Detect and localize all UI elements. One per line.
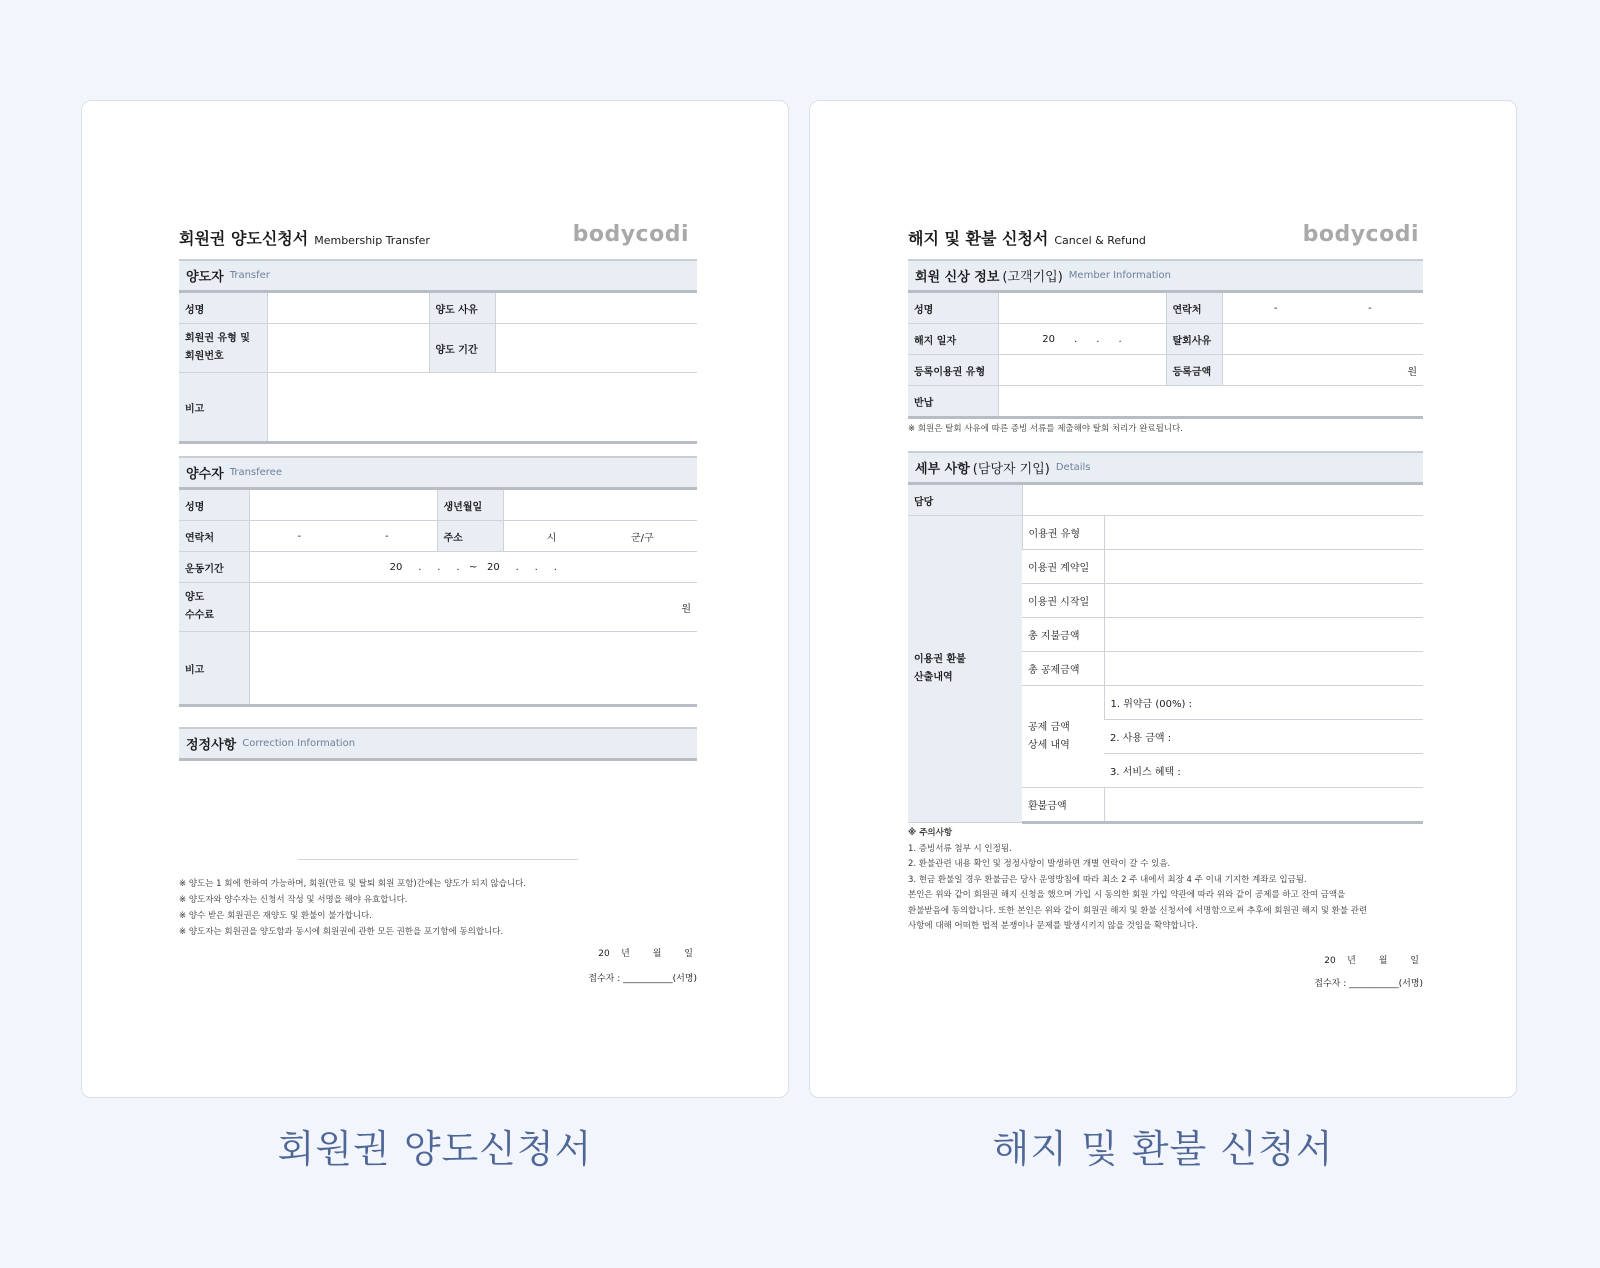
note-line: 1. 증빙서류 첨부 시 인정됨.: [908, 843, 1012, 854]
section-correction: [179, 727, 697, 761]
refund-amount-field[interactable]: [1104, 788, 1423, 823]
label-deduction-detail: [1022, 686, 1104, 788]
form-header: [179, 215, 697, 249]
note-line: 2. 환불관련 내용 확인 및 정정사항이 발생하면 개별 연락이 갈 수 있음.: [908, 859, 1171, 869]
dash: -: [297, 530, 302, 542]
section-title-en: Details: [1055, 462, 1091, 473]
label-birth: 생년월일: [437, 490, 503, 521]
receiver-signature: 접수자 : ___________(서명): [588, 974, 697, 984]
label-return: 반납: [908, 386, 998, 418]
section-transferee: [179, 456, 697, 490]
note-line: ※ 양도자와 양수자는 신청서 작성 및 서명을 해야 유효합니다.: [179, 895, 408, 905]
label-contact: 연락처: [1166, 293, 1222, 324]
note-line: ※ 양도는 1 회에 한하여 가능하며, 회원(만료 및 탈퇴 회원 포함)간에는 양도가 되지 않습니다.: [179, 879, 527, 889]
form-title-kr: 해지 및 환불 신청서: [908, 229, 1049, 248]
label-line-1: 양도: [185, 592, 205, 603]
label-manager: 담당: [908, 485, 1022, 516]
form-title: [908, 226, 1146, 249]
contract-date-field[interactable]: [1104, 550, 1423, 584]
label-pass-type: 이용권 유형: [1022, 516, 1104, 550]
section-title: 양도자: [186, 270, 224, 285]
note-line: 3. 현금 환불일 경우 환불금은 당사 운영방침에 따라 최소 2 주 내에서 최장 4 주 이내 기지한 계좌로 입금됨.: [908, 874, 1307, 885]
section-title: 양수자: [186, 467, 224, 482]
birth-field[interactable]: [503, 490, 697, 521]
dash: -: [384, 530, 389, 542]
note-line: 사항에 대해 어떠한 법적 분쟁이나 문제를 발생시키지 않을 것임을 확약합니다.: [908, 921, 1198, 931]
label-period: 양도 기간: [429, 324, 495, 373]
label-contact: 연락처: [179, 521, 249, 552]
total-paid-field[interactable]: [1104, 618, 1423, 652]
total-deduction-field[interactable]: [1104, 652, 1423, 686]
manager-field[interactable]: [1022, 485, 1423, 516]
currency-unit: 원: [681, 603, 691, 615]
label-line-2: 수수료: [185, 610, 214, 621]
label-line-1: 회원권 유형 및: [185, 333, 250, 344]
name-field[interactable]: [249, 490, 437, 521]
note-line: 본인은 위와 같이 회원권 해지 신청을 했으며 가입 시 동의한 회원 가입 약관에 따라 위와 같이 공제를 하고 잔여 금액을: [908, 890, 1346, 900]
label-total-deduction: 총 공제금액: [1022, 652, 1104, 686]
membership-type-field[interactable]: [267, 324, 429, 373]
exercise-period-field[interactable]: 20 . . . ~ 20 . . .: [249, 552, 697, 583]
divider: [298, 859, 578, 860]
return-field[interactable]: [998, 386, 1423, 418]
receiver-signature: 접수자 : ___________(서명): [1314, 978, 1423, 989]
label-total-paid: 총 지불금액: [1022, 618, 1104, 652]
section-member-info: [908, 259, 1423, 293]
label-contract-date: 이용권 계약일: [1022, 550, 1104, 584]
withdraw-reason-field[interactable]: [1222, 324, 1423, 355]
label-refund-amount: 환불금액: [1022, 788, 1104, 823]
dash: -: [1273, 302, 1278, 314]
start-date-field[interactable]: [1104, 584, 1423, 618]
note-line: ※ 양수 받은 회원권은 재양도 및 환불이 불가합니다.: [179, 911, 372, 921]
refund-notes: [908, 826, 1423, 935]
label-name: 성명: [179, 293, 267, 324]
label-line-2: 산출내역: [914, 672, 953, 683]
contact-field[interactable]: [1222, 293, 1423, 324]
reason-field[interactable]: [495, 293, 697, 324]
section-title-en: Member Information: [1068, 270, 1171, 281]
section-transferor: [179, 259, 697, 293]
member-info-table: [908, 293, 1423, 419]
section-title-en: Correction Information: [242, 738, 356, 749]
section-note: (담당자 기입): [972, 462, 1050, 477]
notes-title: ※ 주의사항: [908, 828, 953, 838]
label-transfer-fee: [179, 583, 249, 632]
section-title: 정정사항: [186, 738, 237, 753]
form-title: [179, 226, 430, 249]
pass-type-field[interactable]: [1104, 516, 1423, 550]
caption-refund-form: 해지 및 환불 신청서: [992, 1127, 1334, 1171]
label-reason: 양도 사유: [429, 293, 495, 324]
label-refund-calculation: [908, 516, 1022, 823]
section-title-en: Transferee: [229, 467, 282, 478]
bodycodi-logo: bodycodi: [572, 222, 689, 247]
cancel-date-field[interactable]: 20 . . .: [998, 324, 1166, 355]
section-details: [908, 451, 1423, 485]
correction-area[interactable]: [179, 761, 697, 859]
penalty-field[interactable]: 1. 위약금 (00%) :: [1104, 686, 1423, 720]
transfer-form-card: [81, 100, 789, 1098]
label-registration-amount: 등록금액: [1166, 355, 1222, 386]
transferee-table: [179, 490, 697, 707]
currency-unit: 원: [1407, 366, 1417, 378]
name-field[interactable]: [998, 293, 1166, 324]
transfer-fee-field[interactable]: [249, 583, 697, 632]
label-line-2: 상세 내역: [1028, 739, 1070, 751]
form-title-en: Membership Transfer: [314, 234, 430, 247]
service-benefit-field[interactable]: 3. 서비스 혜택 :: [1104, 754, 1423, 788]
label-line-1: 이용권 환불: [914, 654, 966, 665]
address-field[interactable]: [503, 521, 697, 552]
label-exercise-period: 운동기간: [179, 552, 249, 583]
transferor-table: [179, 293, 697, 444]
details-table: [908, 485, 1423, 824]
usage-amount-field[interactable]: 2. 사용 금액 :: [1104, 720, 1423, 754]
section-note: (고객기입): [1002, 270, 1063, 285]
date-line: 20 년 월 일: [598, 949, 693, 959]
form-title-kr: 회원권 양도신청서: [179, 229, 309, 248]
contact-field[interactable]: [249, 521, 437, 552]
label-name: 성명: [179, 490, 249, 521]
label-address: 주소: [437, 521, 503, 552]
label-start-date: 이용권 시작일: [1022, 584, 1104, 618]
transfer-notes: [179, 876, 697, 940]
section-title: 회원 신상 정보: [915, 270, 1000, 285]
period-field[interactable]: [495, 324, 697, 373]
refund-form: [908, 215, 1423, 989]
remarks-field[interactable]: [267, 373, 697, 443]
form-title-en: Cancel & Refund: [1054, 234, 1146, 247]
address-si: 시: [546, 532, 557, 544]
note-line: 환불받음에 동의합니다. 또한 본인은 위와 같이 회원권 해지 및 환불 신청서에 서명함으로써 추후에 회원권 해지 및 환불 관련: [908, 905, 1368, 916]
label-withdraw-reason: 탈회사유: [1166, 324, 1222, 355]
transfer-form: [179, 215, 697, 984]
name-field[interactable]: [267, 293, 429, 324]
note-line: ※ 양도자는 회원권을 양도함과 동시에 회원권에 관한 모든 권한을 포기함에 동의합니다.: [179, 927, 504, 937]
label-membership-type: [179, 324, 267, 373]
section-title-en: Transfer: [229, 270, 270, 281]
label-cancel-date: 해지 일자: [908, 324, 998, 355]
section-title: 세부 사항: [915, 462, 970, 477]
label-line-1: 공제 금액: [1028, 721, 1070, 733]
pass-type-field[interactable]: [998, 355, 1166, 386]
remarks-field[interactable]: [249, 632, 697, 706]
address-gu: 군/구: [631, 532, 654, 544]
label-remarks: 비고: [179, 373, 267, 443]
label-name: 성명: [908, 293, 998, 324]
form-header: [908, 215, 1423, 249]
registration-amount-field[interactable]: [1222, 355, 1423, 386]
member-note: ※ 회원은 탈회 사유에 따른 증빙 서류를 제출해야 탈회 처리가 완료됩니다.: [908, 424, 1183, 434]
label-remarks: 비고: [179, 632, 249, 706]
refund-form-card: [809, 100, 1517, 1098]
bodycodi-logo: bodycodi: [1302, 222, 1419, 247]
caption-transfer-form: 회원권 양도신청서: [277, 1127, 593, 1171]
dash: -: [1368, 302, 1372, 314]
date-line: 20 년 월 일: [1324, 955, 1419, 966]
label-line-2: 회원번호: [185, 351, 224, 362]
label-pass-type: 등록이용권 유형: [908, 355, 998, 386]
